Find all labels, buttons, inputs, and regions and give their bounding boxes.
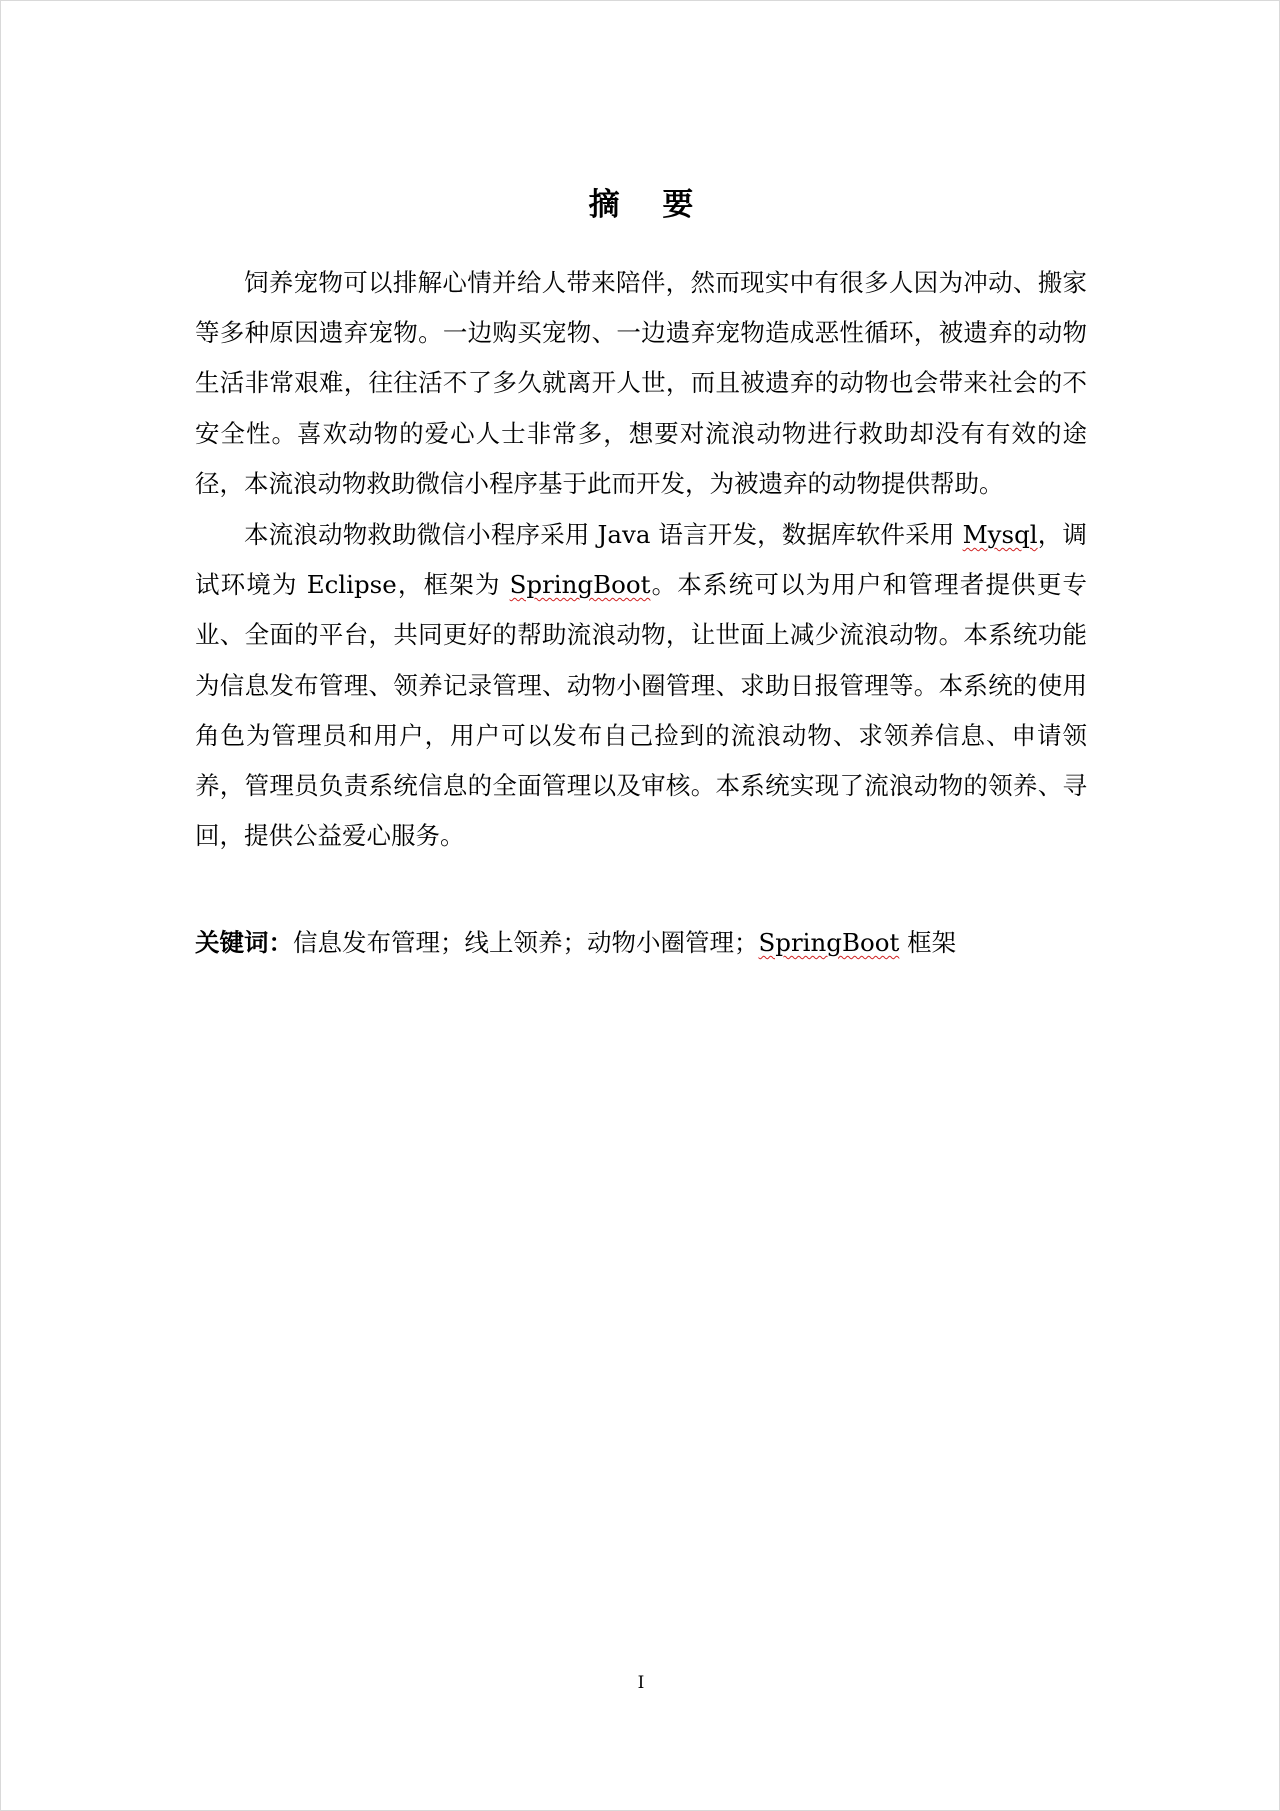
keywords-text: 信息发布管理；线上领养；动物小圈管理； bbox=[293, 928, 759, 957]
paragraph-2-part-2: ，调试环境为 Eclipse，框架为 bbox=[195, 520, 1087, 600]
keywords-label: 关键词： bbox=[195, 928, 293, 957]
paragraph-2-part-1: 本流浪动物救助微信小程序采用 Java 语言开发，数据库软件采用 bbox=[244, 520, 963, 549]
keywords-suffix: 框架 bbox=[899, 928, 957, 957]
keywords-springboot: SpringBoot bbox=[758, 928, 900, 957]
paragraph-2-part-3: 。本系统可以为用户和管理者提供更专业、全面的平台，共同更好的帮助流浪动物，让世面上减少流浪动物。本系统功能为信息发布管理、领养记录管理、动物小圈管理、求助日报管理等。本系统的使用角色为管理员和用户，用户可以发布自己捡到的流浪动物、求领养信息、申请领养，管理员负责系统信息的全面管理以及审核。本系统实现了流浪动物的领养、寻回，提供公益爱心服务。 bbox=[195, 570, 1088, 851]
spellcheck-word-mysql: Mysql bbox=[962, 520, 1038, 549]
abstract-title bbox=[1, 185, 1280, 225]
paragraph-2-text bbox=[195, 510, 1087, 861]
abstract-paragraph-2 bbox=[195, 510, 1087, 861]
paragraph-1-text: 饲养宠物可以排解心情并给人带来陪伴，然而现实中有很多人因为冲动、搬家等多种原因遗弃宠物。一边购买宠物、一边遗弃宠物造成恶性循环，被遗弃的动物生活非常艰难，往往活不了多久就离开人世，而且被遗弃的动物也会带来社会的不安全性。喜欢动物的爱心人士非常多，想要对流浪动物进行救助却没有有效的途径，本流浪动物救助微信小程序基于此而开发，为被遗弃的动物提供帮助。 bbox=[195, 268, 1087, 498]
page-number: I bbox=[637, 1673, 645, 1693]
spellcheck-word-springboot: SpringBoot bbox=[509, 570, 651, 600]
abstract-paragraph-1 bbox=[195, 258, 1087, 509]
keywords-line bbox=[195, 919, 1087, 967]
abstract-title-text: 摘 要 bbox=[588, 187, 710, 223]
